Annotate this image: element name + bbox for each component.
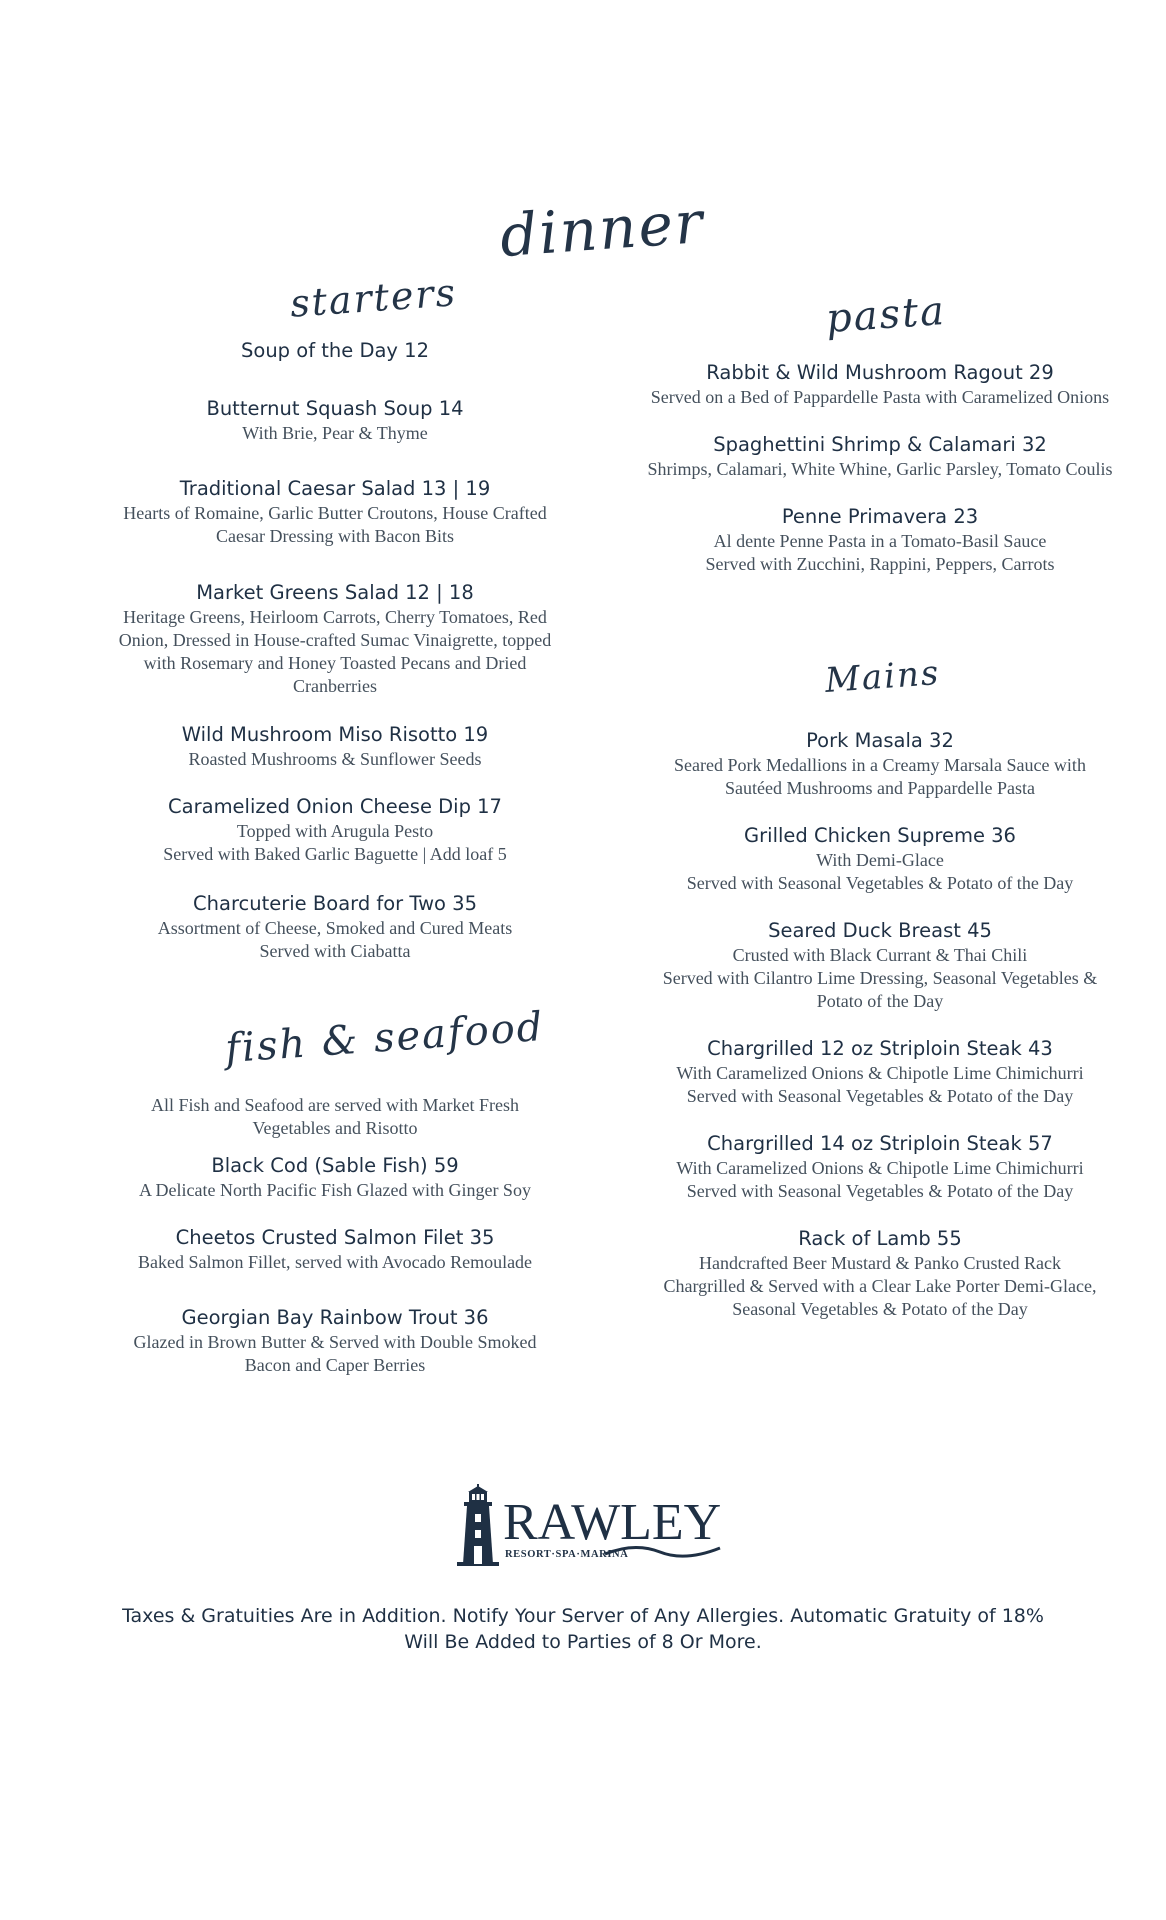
pasta-heading: pasta <box>824 287 948 343</box>
item-name: Caramelized Onion Cheese Dip 17 <box>168 795 502 818</box>
item-description: Glazed in Brown Butter & Served with Double Smoked Bacon and Caper Berries <box>133 1332 537 1375</box>
item-name: Penne Primavera 23 <box>781 505 979 528</box>
item-name: Georgian Bay Rainbow Trout 36 <box>181 1306 489 1329</box>
item-description: Heritage Greens, Heirloom Carrots, Cherry Tomatoes, Red Onion, Dressed in House-crafted Sumac Vinaigrette, topped with Rosemary and Honey Toasted Pecans and Dried Cranberries <box>118 607 552 696</box>
menu-item <box>90 338 580 364</box>
item-description: With Caramelized Onions & Chipotle Lime Chimichurri Served with Seasonal Vegetables & Potato of the Day <box>676 1158 1084 1201</box>
item-name: Seared Duck Breast 45 <box>768 919 992 942</box>
menu-item <box>90 1153 580 1202</box>
menu-item <box>90 1305 580 1377</box>
menu-item <box>620 1131 1140 1203</box>
item-name: Traditional Caesar Salad 13 | 19 <box>179 477 491 500</box>
menu-item <box>620 728 1140 800</box>
item-description: Topped with Arugula Pesto Served with Baked Garlic Baguette | Add loaf 5 <box>163 821 507 864</box>
footer-note: Taxes & Gratuities Are in Addition. Notify Your Server of Any Allergies. Automatic Gratuity of 18% Will Be Added to Parties of 8 Or More. <box>122 1605 1044 1653</box>
item-name: Soup of the Day 12 <box>241 339 429 362</box>
item-description: Assortment of Cheese, Smoked and Cured Meats Served with Ciabatta <box>157 918 513 961</box>
menu-item <box>90 396 580 445</box>
menu-item <box>90 476 580 548</box>
svg-text:RAWLEY: RAWLEY <box>503 1494 722 1551</box>
lighthouse-icon <box>455 1484 725 1566</box>
menu-item <box>90 1225 580 1274</box>
item-name: Rabbit & Wild Mushroom Ragout 29 <box>706 361 1054 384</box>
item-name: Chargrilled 14 oz Striploin Steak 57 <box>707 1132 1053 1155</box>
menu-item <box>90 580 580 698</box>
menu-item <box>620 1226 1140 1321</box>
item-name: Market Greens Salad 12 | 18 <box>196 581 474 604</box>
item-description: With Caramelized Onions & Chipotle Lime Chimichurri Served with Seasonal Vegetables & Potato of the Day <box>676 1063 1084 1106</box>
item-description: Seared Pork Medallions in a Creamy Marsala Sauce with Sautéed Mushrooms and Pappardelle Pasta <box>674 755 1086 798</box>
menu-item <box>620 504 1140 576</box>
fish-intro: All Fish and Seafood are served with Market Fresh Vegetables and Risotto <box>151 1095 519 1138</box>
item-description: Baked Salmon Fillet, served with Avocado Remoulade <box>137 1252 533 1272</box>
item-name: Wild Mushroom Miso Risotto 19 <box>181 723 489 746</box>
item-description: Handcrafted Beer Mustard & Panko Crusted Rack Chargrilled & Served with a Clear Lake Porter Demi-Glace, Seasonal Vegetables & Potato of the Day <box>663 1253 1097 1319</box>
item-description: With Demi-Glace Served with Seasonal Vegetables & Potato of the Day <box>686 850 1074 893</box>
menu-item <box>620 823 1140 895</box>
item-description: Al dente Penne Pasta in a Tomato-Basil Sauce Served with Zucchini, Rappini, Peppers, Carrots <box>705 531 1055 574</box>
item-description: With Brie, Pear & Thyme <box>242 423 428 443</box>
item-description: Served on a Bed of Pappardelle Pasta with Caramelized Onions <box>650 387 1110 407</box>
mains-heading: Mains <box>823 653 942 701</box>
item-name: Black Cod (Sable Fish) 59 <box>211 1154 459 1177</box>
item-name: Grilled Chicken Supreme 36 <box>744 824 1016 847</box>
item-name: Pork Masala 32 <box>806 729 954 752</box>
item-name: Spaghettini Shrimp & Calamari 32 <box>713 433 1047 456</box>
item-description: Crusted with Black Currant & Thai Chili Served with Cilantro Lime Dressing, Seasonal Vegetables & Potato of the Day <box>662 945 1098 1011</box>
item-description: Shrimps, Calamari, White Whine, Garlic Parsley, Tomato Coulis <box>647 459 1113 479</box>
menu-item <box>90 794 580 866</box>
menu-item <box>620 1036 1140 1108</box>
menu-item <box>90 722 580 771</box>
item-description: A Delicate North Pacific Fish Glazed with Ginger Soy <box>139 1180 531 1200</box>
svg-text:RESORT·SPA·MARINA: RESORT·SPA·MARINA <box>505 1549 629 1560</box>
item-name: Chargrilled 12 oz Striploin Steak 43 <box>707 1037 1053 1060</box>
menu-item <box>90 891 580 963</box>
menu-item <box>620 918 1140 1013</box>
starters-heading: starters <box>288 270 459 326</box>
rawley-logo <box>455 1484 725 1566</box>
item-name: Cheetos Crusted Salmon Filet 35 <box>175 1226 495 1249</box>
item-name: Butternut Squash Soup 14 <box>206 397 464 420</box>
dinner-heading: dinner <box>497 187 707 271</box>
item-name: Charcuterie Board for Two 35 <box>193 892 477 915</box>
item-name: Rack of Lamb 55 <box>798 1227 962 1250</box>
item-description: Roasted Mushrooms & Sunflower Seeds <box>188 749 482 769</box>
menu-item <box>620 432 1140 481</box>
fish-seafood-heading: fish & seafood <box>223 1003 546 1073</box>
menu-item <box>620 360 1140 409</box>
item-description: Hearts of Romaine, Garlic Butter Croutons, House Crafted Caesar Dressing with Bacon Bits <box>123 503 547 546</box>
